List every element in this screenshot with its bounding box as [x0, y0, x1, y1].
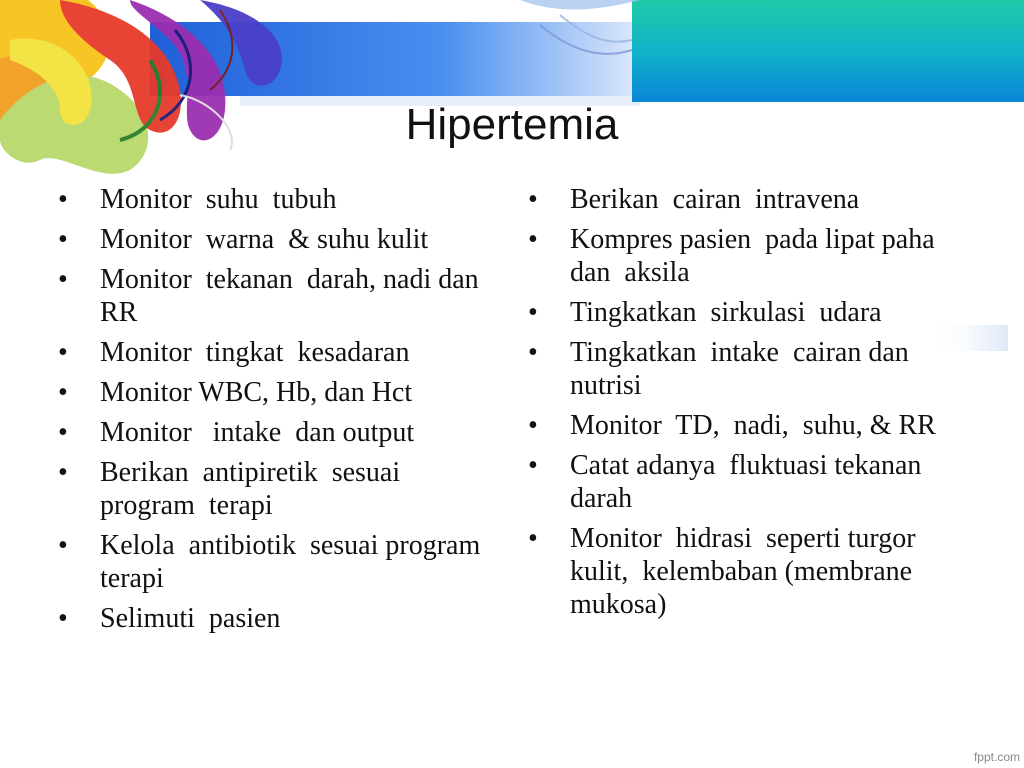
bullet-icon: •	[58, 530, 68, 561]
bullet-text: Tingkatkan sirkulasi udara	[570, 297, 882, 328]
bullet-icon: •	[58, 224, 68, 255]
bullet-item	[528, 449, 974, 515]
bullet-icon: •	[58, 417, 68, 448]
bullet-icon: •	[528, 184, 538, 215]
bullet-icon: •	[528, 297, 538, 328]
bullet-text: Kelola antibiotik sesuai program terapi	[100, 530, 495, 594]
bullet-icon: •	[528, 523, 538, 554]
bullet-text: Berikan antipiretik sesuai program terapi	[100, 457, 408, 521]
bullet-item	[58, 263, 498, 329]
bullet-item	[528, 522, 974, 621]
bullet-item	[58, 223, 498, 256]
bullet-item	[58, 456, 498, 522]
bullet-icon: •	[58, 457, 68, 488]
bullet-item	[58, 529, 498, 595]
bullet-icon: •	[528, 450, 538, 481]
bullet-icon: •	[528, 224, 538, 255]
slide-title: Hipertemia	[405, 100, 619, 149]
bullet-item	[528, 296, 974, 329]
left-bullet-column	[58, 183, 498, 642]
bullet-item	[58, 416, 498, 449]
bullet-icon: •	[58, 184, 68, 215]
bullet-item	[58, 376, 498, 409]
bullet-text: Monitor intake dan output	[100, 417, 415, 448]
bullet-item	[528, 223, 974, 289]
bullet-text: Kompres pasien pada lipat paha dan aksila	[570, 224, 942, 288]
bullet-icon: •	[58, 603, 68, 634]
bullet-text: Monitor tingkat kesadaran	[100, 337, 410, 368]
bullet-item	[58, 336, 498, 369]
bullet-text: Monitor warna & suhu kulit	[100, 224, 429, 255]
bullet-text: Catat adanya fluktuasi tekanan darah	[570, 450, 936, 514]
bullet-icon: •	[58, 377, 68, 408]
bullet-icon: •	[58, 264, 68, 295]
bullet-text: Monitor TD, nadi, suhu, & RR	[570, 410, 936, 441]
bullet-item	[528, 183, 974, 216]
bullet-text: Monitor WBC, Hb, dan Hct	[100, 377, 413, 408]
bullet-text: Selimuti pasien	[100, 603, 281, 634]
bullet-text: Berikan cairan intravena	[570, 184, 860, 215]
bullet-text: Monitor hidrasi seperti turgor kulit, kelembaban (membrane mukosa)	[570, 523, 930, 620]
bullet-icon: •	[528, 410, 538, 441]
right-bullet-column	[528, 183, 974, 628]
footer-credit: fppt.com	[973, 750, 1020, 764]
bullet-item	[58, 602, 498, 635]
bullet-item	[528, 409, 974, 442]
bullet-text: Monitor suhu tubuh	[100, 184, 337, 215]
bullet-item	[528, 336, 974, 402]
bullet-text: Tingkatkan intake cairan dan nutrisi	[570, 337, 916, 401]
bullet-icon: •	[58, 337, 68, 368]
bullet-icon: •	[528, 337, 538, 368]
bullet-item	[58, 183, 498, 216]
bullet-text: Monitor tekanan darah, nadi dan RR	[100, 264, 486, 328]
